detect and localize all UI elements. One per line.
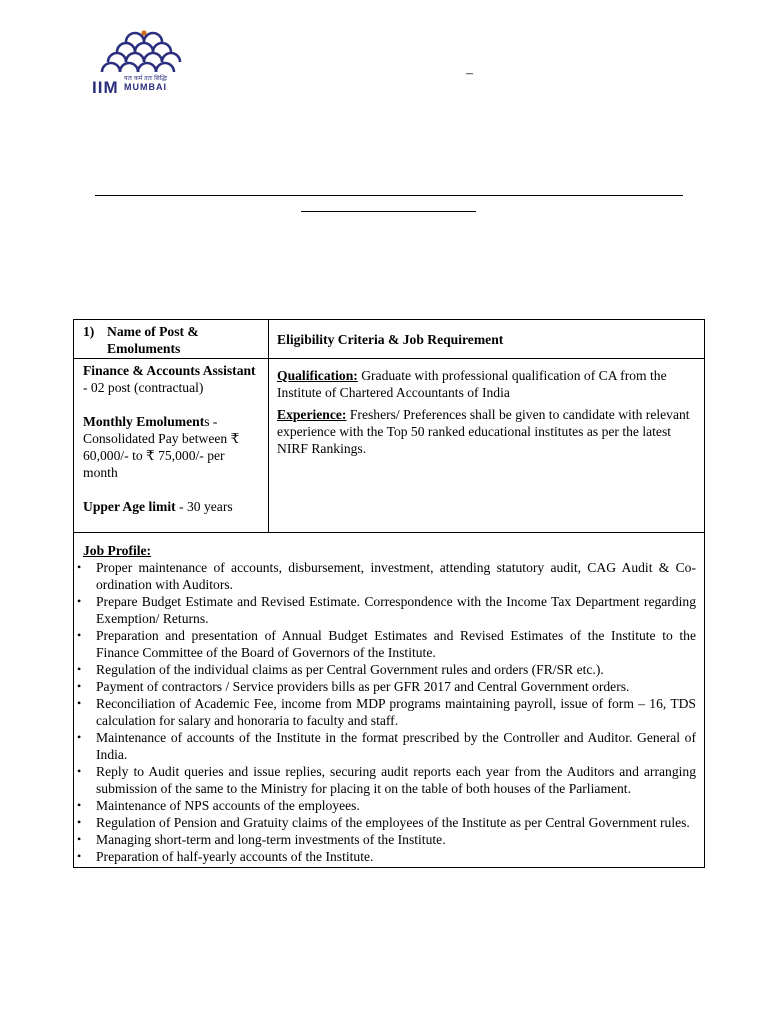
- job-profile-title: Job Profile:: [83, 543, 152, 558]
- experience-text: Freshers/ Preferences shall be given to candidate with relevant experience with the Top 50 ranked educational institutes as per the latest NIRF Rankings.: [277, 407, 690, 456]
- post-details-cell: [74, 359, 269, 533]
- logo-city-text: MUMBAI: [124, 82, 167, 92]
- qualification-label: Qualification:: [277, 368, 358, 383]
- emoluments-tail: s -: [204, 414, 218, 429]
- list-item: • Preparation of half-yearly accounts of the Institute.: [77, 848, 696, 865]
- job-profile-cell: [74, 533, 705, 868]
- logo-iim-text: IIM: [92, 78, 119, 97]
- title-rule-long: [95, 195, 683, 196]
- post-name: Finance & Accounts Assistant: [83, 363, 256, 378]
- list-item: • Regulation of Pension and Gratuity claims of the employees of the Institute as per Central Government rules.: [77, 814, 696, 831]
- header-eligibility-label: Eligibility Criteria & Job Requirement: [277, 331, 504, 347]
- list-item: • Payment of contractors / Service providers bills as per GFR 2017 and Central Government orders.: [77, 678, 696, 695]
- experience-label: Experience:: [277, 407, 347, 422]
- header-cell-post: [74, 320, 269, 359]
- pay-range: Consolidated Pay between ₹ 60,000/- to ₹ 75,000/- per month: [83, 431, 240, 480]
- age-limit-value: - 30 years: [175, 499, 233, 514]
- post-number: 1): [83, 324, 95, 339]
- table-header-row: [74, 320, 705, 359]
- experience-paragraph: [277, 406, 696, 457]
- list-item: • Regulation of the individual claims as per Central Government rules and orders (FR/SR etc.).: [77, 661, 696, 678]
- job-profile-row: [74, 533, 705, 868]
- title-rule-short: [301, 211, 476, 212]
- header-dash: –: [466, 66, 473, 81]
- list-item: • Reconciliation of Academic Fee, income from MDP programs maintaining payroll, issue of form – 16, TDS calculation for salary and honoraria to faculty and staff.: [77, 695, 696, 729]
- iim-mumbai-logo: [88, 28, 188, 98]
- list-item: • Preparation and presentation of Annual Budget Estimates and Revised Estimates of the Institute to the Finance Committee of the Board of Governors of the Institute.: [77, 627, 696, 661]
- age-limit-label: Upper Age limit: [83, 499, 176, 514]
- list-item: • Prepare Budget Estimate and Revised Estimate. Correspondence with the Income Tax Department regarding Exemption/ Returns.: [77, 593, 696, 627]
- requirements-cell: [269, 359, 705, 533]
- qualification-text: Graduate with professional qualification of CA from the Institute of Chartered Accountants of India: [277, 368, 667, 400]
- emoluments-label: Monthly Emolument: [83, 414, 205, 429]
- post-details-row: [74, 359, 705, 533]
- list-item: • Managing short-term and long-term investments of the Institute.: [77, 831, 696, 848]
- job-profile-list: [83, 559, 696, 865]
- header-cell-eligibility: [269, 320, 705, 359]
- logo-tagline: यतः कर्म ततः सिद्धिः: [124, 75, 168, 82]
- post-count: - 02 post (contractual): [83, 380, 204, 395]
- header-post-label: Name of Post & Emoluments: [107, 324, 199, 356]
- list-item: • Proper maintenance of accounts, disbursement, investment, attending statutory audit, CAG Audit & Co-ordination with Auditors.: [77, 559, 696, 593]
- recruitment-table: [73, 319, 705, 868]
- list-item: • Maintenance of accounts of the Institute in the format prescribed by the Controller and Auditor. General of India.: [77, 729, 696, 763]
- qualification-paragraph: [277, 367, 696, 401]
- list-item: • Reply to Audit queries and issue replies, securing audit reports each year from the Auditors and arranging submission of the same to the Ministry for placing it on the table of both houses of the Parliament.: [77, 763, 696, 797]
- list-item: • Maintenance of NPS accounts of the employees.: [77, 797, 696, 814]
- logo-arches-icon: [92, 28, 184, 76]
